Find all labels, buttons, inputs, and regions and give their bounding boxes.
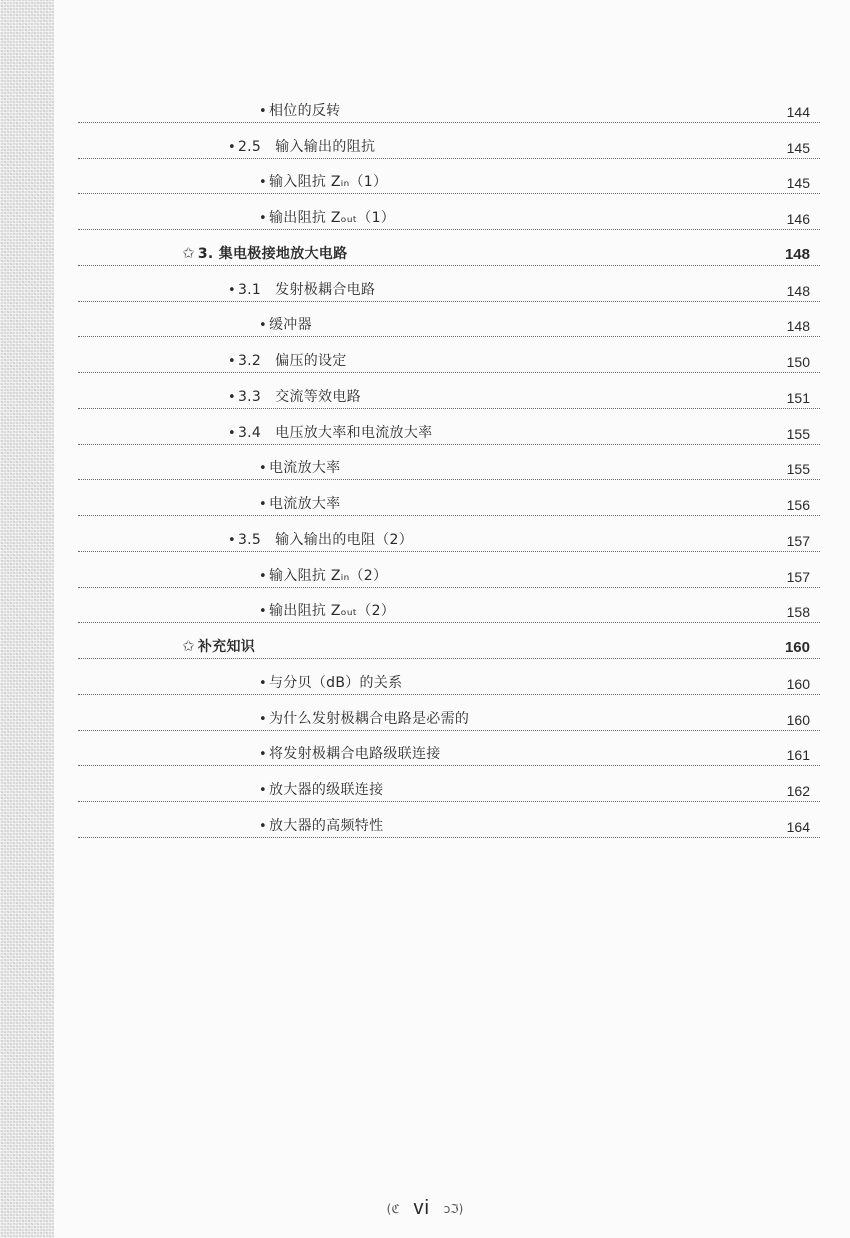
section-number: 3.5	[237, 531, 262, 548]
footer-flourish-left: (ℭ	[386, 1201, 400, 1216]
bullet-icon: •	[228, 425, 236, 441]
table-of-contents	[78, 87, 820, 838]
section-number: 3.3	[237, 388, 262, 405]
toc-entry-item[interactable]	[78, 695, 820, 731]
toc-entry-section[interactable]	[78, 337, 820, 373]
toc-entry-item[interactable]	[78, 731, 820, 767]
entry-text: 输出阻抗 Zₒᵤₜ（2）	[268, 603, 396, 620]
toc-entry-title	[259, 493, 340, 513]
entry-text: 电流放大率	[268, 496, 341, 512]
entry-text: 电压放大率和电流放大率	[275, 424, 433, 441]
entry-text: 相位的反转	[268, 102, 341, 119]
entry-text: 缓冲器	[268, 317, 312, 334]
toc-entry-title	[182, 636, 255, 656]
bullet-icon: •	[259, 568, 267, 584]
toc-entry-title	[259, 815, 383, 835]
toc-entry-title	[259, 565, 387, 585]
page-ref: 155	[786, 461, 810, 478]
bullet-icon: •	[259, 497, 267, 512]
page-ref: 150	[786, 354, 810, 370]
entry-text: 偏压的设定	[275, 353, 347, 369]
entry-text: 输入阻抗 Zᵢₙ（2）	[268, 567, 388, 584]
toc-entry-chapter[interactable]	[78, 230, 820, 266]
bullet-icon: •	[259, 818, 267, 834]
toc-entry-title	[259, 743, 441, 763]
star-icon: ✩	[182, 243, 195, 262]
bullet-icon: •	[259, 175, 267, 191]
page-ref: 161	[786, 747, 810, 764]
page-ref: 160	[784, 639, 810, 656]
toc-entry-title	[259, 708, 469, 728]
bullet-icon: •	[259, 103, 267, 119]
bullet-icon: •	[259, 783, 267, 798]
page-ref: 148	[786, 318, 810, 335]
page-ref: 148	[784, 245, 810, 263]
bullet-icon: •	[259, 711, 267, 727]
page-footer	[0, 1197, 850, 1220]
bullet-icon: •	[259, 675, 267, 691]
toc-entry-title	[228, 279, 375, 299]
toc-entry-section[interactable]	[78, 123, 820, 159]
toc-entry-item[interactable]	[78, 552, 820, 588]
section-number: 2.5	[237, 138, 262, 155]
page-ref: 164	[786, 818, 810, 835]
page-ref: 145	[786, 139, 810, 156]
bullet-icon: •	[259, 211, 267, 226]
toc-entry-title	[259, 457, 340, 477]
toc-entry-item[interactable]	[78, 87, 820, 123]
section-number: 3.1	[237, 281, 262, 298]
entry-text: 输入阻抗 Zᵢₙ（1）	[268, 174, 388, 191]
toc-entry-title	[228, 136, 375, 156]
toc-entry-item[interactable]	[78, 159, 820, 195]
entry-text: 为什么发射极耦合电路是必需的	[268, 710, 470, 727]
entry-text: 放大器的级联连接	[268, 782, 384, 798]
toc-entry-section[interactable]	[78, 516, 820, 552]
bullet-icon: •	[228, 389, 236, 405]
toc-entry-section[interactable]	[78, 373, 820, 409]
entry-text: 3. 集电极接地放大电路	[197, 245, 348, 262]
footer-flourish-right: ɔℑ)	[443, 1201, 464, 1216]
star-icon: ✩	[182, 637, 195, 655]
toc-entry-title	[228, 529, 413, 549]
bullet-icon: •	[228, 532, 236, 548]
entry-text: 补充知识	[197, 639, 256, 655]
toc-entry-section[interactable]	[78, 409, 820, 445]
page-ref: 157	[786, 568, 810, 585]
entry-text: 输出阻抗 Zₒᵤₜ（1）	[268, 210, 396, 226]
toc-entry-title	[259, 171, 387, 191]
toc-entry-title	[182, 243, 347, 263]
toc-entry-title	[259, 314, 312, 334]
bullet-icon: •	[228, 354, 236, 369]
toc-entry-item[interactable]	[78, 480, 820, 516]
section-number: 3.4	[237, 424, 262, 441]
entry-text: 将发射极耦合电路级联连接	[268, 746, 441, 763]
bullet-icon: •	[259, 604, 267, 620]
entry-text: 输入输出的电阻（2）	[275, 531, 414, 548]
page-ref: 155	[786, 425, 810, 442]
toc-entry-title	[259, 600, 395, 620]
page-ref: 151	[786, 389, 810, 406]
toc-entry-item[interactable]	[78, 659, 820, 695]
page-ref: 157	[786, 532, 810, 549]
entry-text: 放大器的高频特性	[268, 817, 384, 834]
toc-entry-item[interactable]	[78, 194, 820, 230]
page-ref: 146	[786, 211, 810, 227]
toc-entry-title	[259, 207, 395, 227]
page-margin-texture	[0, 0, 54, 1238]
page-number: vi	[413, 1197, 430, 1219]
page-ref: 158	[786, 604, 810, 621]
toc-entry-chapter[interactable]	[78, 623, 820, 659]
bullet-icon: •	[259, 747, 267, 763]
entry-text: 输入输出的阻抗	[275, 138, 376, 155]
bullet-icon: •	[228, 282, 236, 298]
toc-entry-title	[259, 672, 402, 692]
entry-text: 电流放大率	[268, 460, 341, 477]
toc-entry-item[interactable]	[78, 766, 820, 802]
toc-entry-title	[259, 779, 383, 799]
toc-entry-title	[228, 422, 432, 442]
page-ref: 162	[786, 783, 810, 799]
toc-entry-title	[259, 100, 340, 120]
page-ref: 156	[786, 497, 810, 513]
bullet-icon: •	[228, 139, 236, 155]
bullet-icon: •	[259, 461, 267, 477]
toc-entry-title	[228, 386, 361, 406]
entry-text: 发射极耦合电路	[275, 281, 376, 298]
page-ref: 144	[786, 103, 810, 120]
section-number: 3.2	[237, 353, 262, 369]
entry-text: 交流等效电路	[275, 388, 361, 405]
bullet-icon: •	[259, 318, 267, 334]
toc-entry-item[interactable]	[78, 802, 820, 838]
toc-entry-section[interactable]	[78, 266, 820, 302]
toc-entry-item[interactable]	[78, 445, 820, 481]
page-ref: 145	[786, 175, 810, 192]
page-ref: 160	[786, 675, 810, 692]
toc-entry-item[interactable]	[78, 302, 820, 338]
toc-entry-item[interactable]	[78, 588, 820, 624]
page-ref: 148	[786, 282, 810, 299]
toc-entry-title	[228, 350, 347, 370]
entry-text: 与分贝（dB）的关系	[268, 674, 403, 691]
page-ref: 160	[786, 711, 810, 728]
